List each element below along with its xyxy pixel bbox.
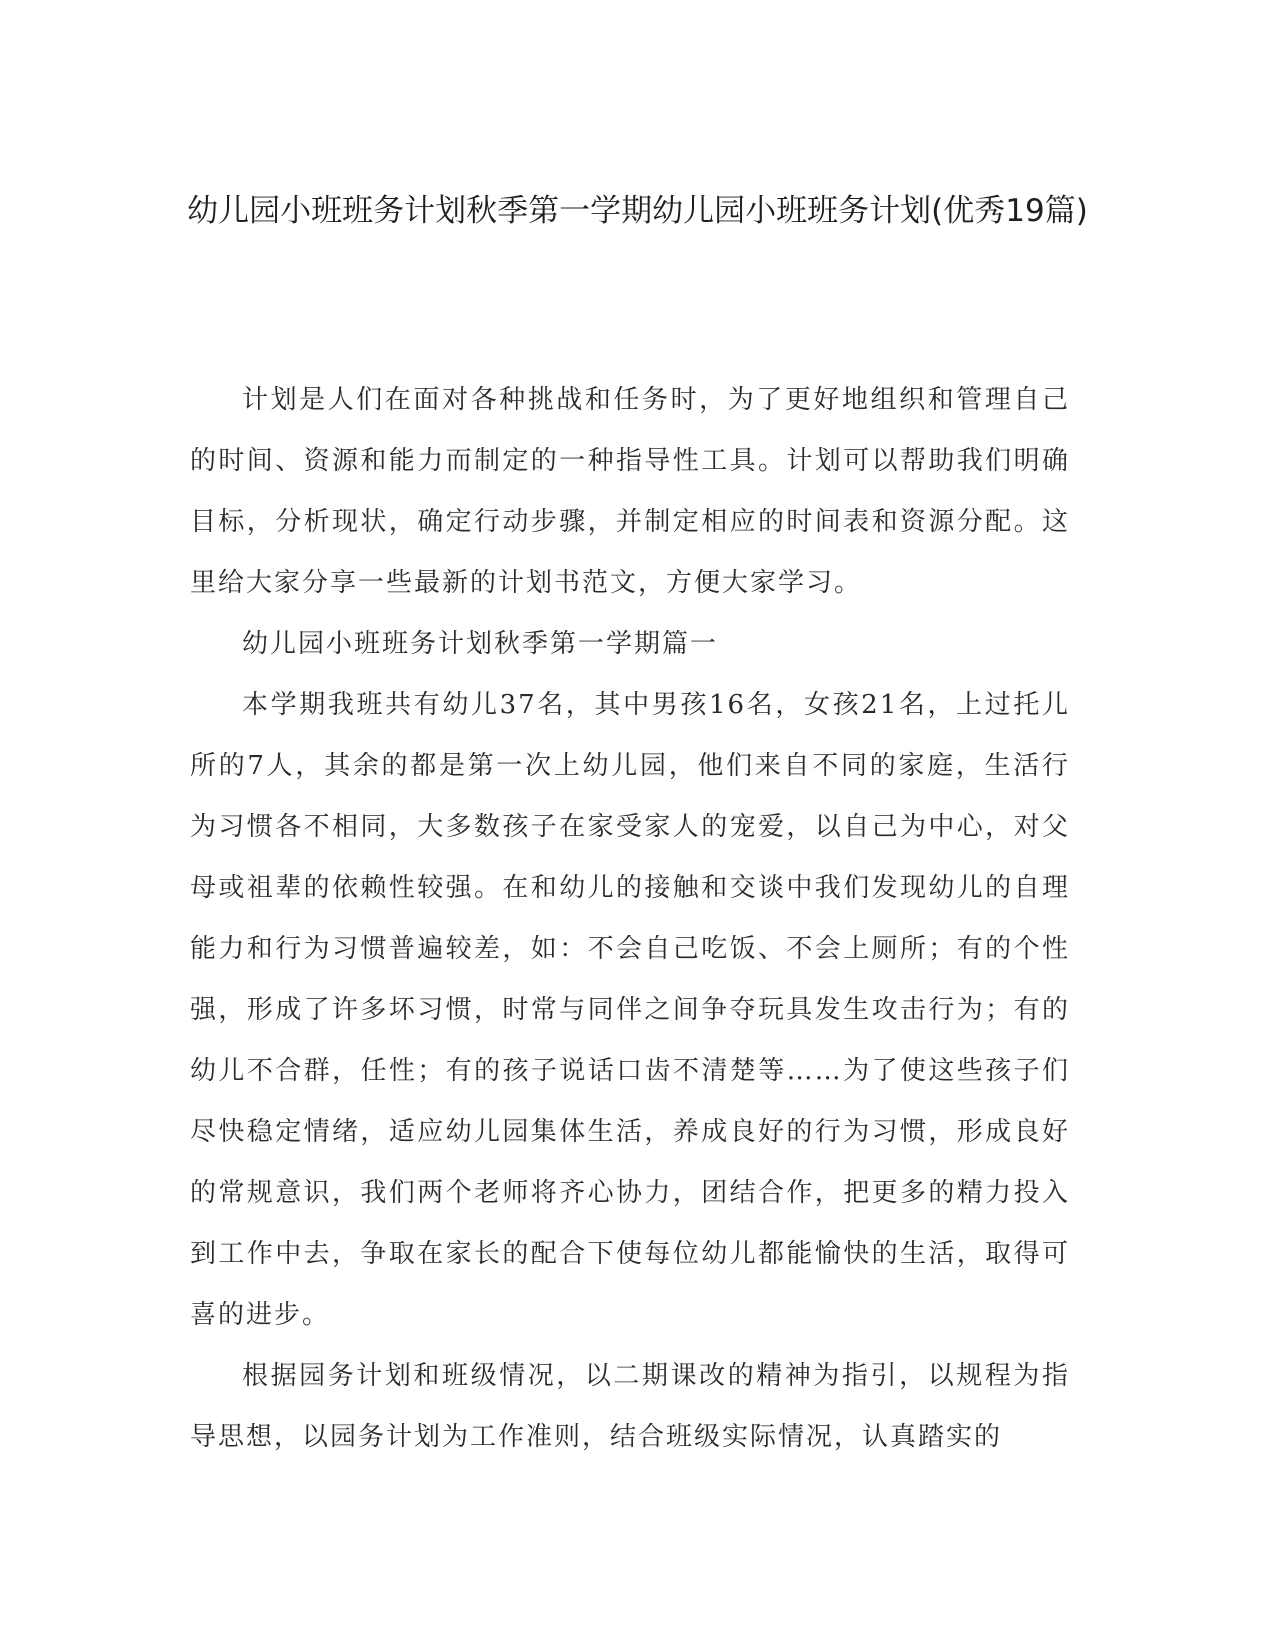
document-title: 幼儿园小班班务计划秋季第一学期幼儿园小班班务计划(优秀19篇) — [187, 193, 1088, 229]
intro-paragraph: 计划是人们在面对各种挑战和任务时，为了更好地组织和管理自己的时间、资源和能力而制定的一种指导性工具。计划可以帮助我们明确目标，分析现状，确定行动步骤，并制定相应的时间表和资源分配。这里给大家分享一些最新的计划书范文，方便大家学习。 — [190, 385, 1070, 598]
guiding-principles-paragraph: 根据园务计划和班级情况，以二期课改的精神为指引，以规程为指导思想，以园务计划为工作准则，结合班级实际情况，认真踏实的 — [190, 1361, 1070, 1452]
document-body — [190, 370, 1070, 1468]
section-heading: 幼儿园小班班务计划秋季第一学期篇一 — [242, 629, 719, 659]
class-overview-paragraph: 本学期我班共有幼儿37名，其中男孩16名，女孩21名，上过托儿所的7人，其余的都是第一次上幼儿园，他们来自不同的家庭，生活行为习惯各不相同，大多数孩子在家受家人的宠爱，以自己为中心，对父母或祖辈的依赖性较强。在和幼儿的接触和交谈中我们发现幼儿的自理能力和行为习惯普遍较差，如：不会自己吃饭、不会上厕所；有的个性强，形成了许多坏习惯，时常与同伴之间争夺玩具发生攻击行为；有的幼儿不合群，任性；有的孩子说话口齿不清楚等……为了使这些孩子们尽快稳定情绪，适应幼儿园集体生活，养成良好的行为习惯，形成良好的常规意识，我们两个老师将齐心协力，团结合作，把更多的精力投入到工作中去，争取在家长的配合下使每位幼儿都能愉快的生活，取得可喜的进步。 — [190, 690, 1070, 1330]
